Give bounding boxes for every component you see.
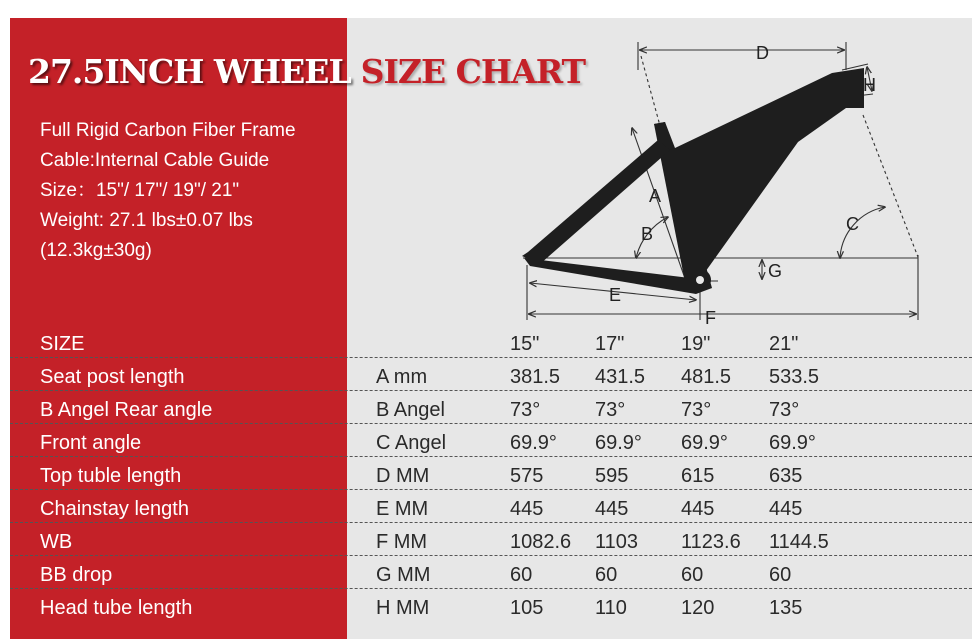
value-19: 1123.6 xyxy=(681,531,741,553)
table-row xyxy=(0,360,972,393)
row-code: A mm xyxy=(376,366,428,388)
table-row xyxy=(0,393,972,426)
bottom-bracket-hole xyxy=(696,276,704,284)
value-15: 60 xyxy=(510,564,533,586)
table-row xyxy=(0,591,972,624)
value-17: 73° xyxy=(595,399,626,421)
dimension-label-c: C xyxy=(846,214,859,234)
value-15: 105 xyxy=(510,597,544,619)
row-code: D MM xyxy=(376,465,430,487)
size-header-label: SIZE xyxy=(40,333,85,355)
size-15-heading: 15" xyxy=(510,333,540,355)
row-separator xyxy=(10,357,972,358)
table-row xyxy=(0,426,972,459)
value-19: 445 xyxy=(681,498,715,520)
row-separator xyxy=(10,522,972,523)
value-19: 120 xyxy=(681,597,715,619)
table-row xyxy=(0,492,972,525)
value-21: 635 xyxy=(769,465,803,487)
row-label: Head tube length xyxy=(40,597,193,619)
value-19: 481.5 xyxy=(681,366,732,388)
value-21: 73° xyxy=(769,399,800,421)
dimension-label-g: G xyxy=(768,261,783,281)
size-21-heading: 21" xyxy=(769,333,799,355)
value-15: 1082.6 xyxy=(510,531,572,553)
dimension-label-f: F xyxy=(705,308,716,328)
table-row xyxy=(0,459,972,492)
title-part-1: 27.5INCH WHEEL xyxy=(28,52,351,91)
size-19-heading: 19" xyxy=(681,333,711,355)
spec-weight: Weight: 27.1 lbs±0.07 lbs xyxy=(40,210,253,231)
dimension-label-e: E xyxy=(609,285,622,305)
spec-weight-metric: (12.3kg±30g) xyxy=(40,240,152,261)
value-19: 615 xyxy=(681,465,715,487)
table-row xyxy=(0,558,972,591)
row-code: G MM xyxy=(376,564,431,586)
value-15: 69.9° xyxy=(510,432,557,454)
row-label: WB xyxy=(40,531,73,553)
dimension-label-a: A xyxy=(649,186,662,206)
row-code: B Angel xyxy=(376,399,445,421)
row-label: BB drop xyxy=(40,564,113,586)
value-21: 445 xyxy=(769,498,803,520)
row-label: B Angel Rear angle xyxy=(40,399,213,421)
spec-cable: Cable:Internal Cable Guide xyxy=(40,150,270,171)
value-17: 60 xyxy=(595,564,618,586)
title-part-2: SIZE CHART xyxy=(360,52,586,91)
row-label: Seat post length xyxy=(40,366,185,388)
row-code: E MM xyxy=(376,498,429,520)
dimension-label-d: D xyxy=(756,43,769,63)
value-19: 69.9° xyxy=(681,432,728,454)
size-header-row xyxy=(0,327,972,360)
value-21: 135 xyxy=(769,597,803,619)
value-19: 73° xyxy=(681,399,712,421)
value-17: 431.5 xyxy=(595,366,646,388)
value-17: 1103 xyxy=(595,531,639,553)
row-label: Front angle xyxy=(40,432,142,454)
value-17: 69.9° xyxy=(595,432,642,454)
value-19: 60 xyxy=(681,564,704,586)
value-15: 381.5 xyxy=(510,366,561,388)
dimension-label-h: H xyxy=(863,75,876,95)
value-21: 1144.5 xyxy=(769,531,829,553)
table-row xyxy=(0,525,972,558)
value-15: 445 xyxy=(510,498,544,520)
row-separator xyxy=(10,390,972,391)
row-separator xyxy=(10,489,972,490)
row-separator xyxy=(10,456,972,457)
value-21: 533.5 xyxy=(769,366,820,388)
value-17: 110 xyxy=(595,597,627,619)
spec-frame: Full Rigid Carbon Fiber Frame xyxy=(40,120,296,141)
row-code: F MM xyxy=(376,531,428,553)
row-code: C Angel xyxy=(376,432,447,454)
row-label: Top tuble length xyxy=(40,465,182,487)
row-separator xyxy=(10,423,972,424)
value-15: 575 xyxy=(510,465,544,487)
value-15: 73° xyxy=(510,399,541,421)
row-separator xyxy=(10,588,972,589)
value-21: 69.9° xyxy=(769,432,816,454)
frame-silhouette xyxy=(522,68,864,294)
row-separator xyxy=(10,555,972,556)
row-code: H MM xyxy=(376,597,430,619)
value-21: 60 xyxy=(769,564,792,586)
value-17: 595 xyxy=(595,465,629,487)
dimension-label-b: B xyxy=(641,224,654,244)
value-17: 445 xyxy=(595,498,629,520)
size-17-heading: 17" xyxy=(595,333,625,355)
spec-size: Size：15"/ 17"/ 19"/ 21" xyxy=(40,180,240,201)
row-label: Chainstay length xyxy=(40,498,189,520)
